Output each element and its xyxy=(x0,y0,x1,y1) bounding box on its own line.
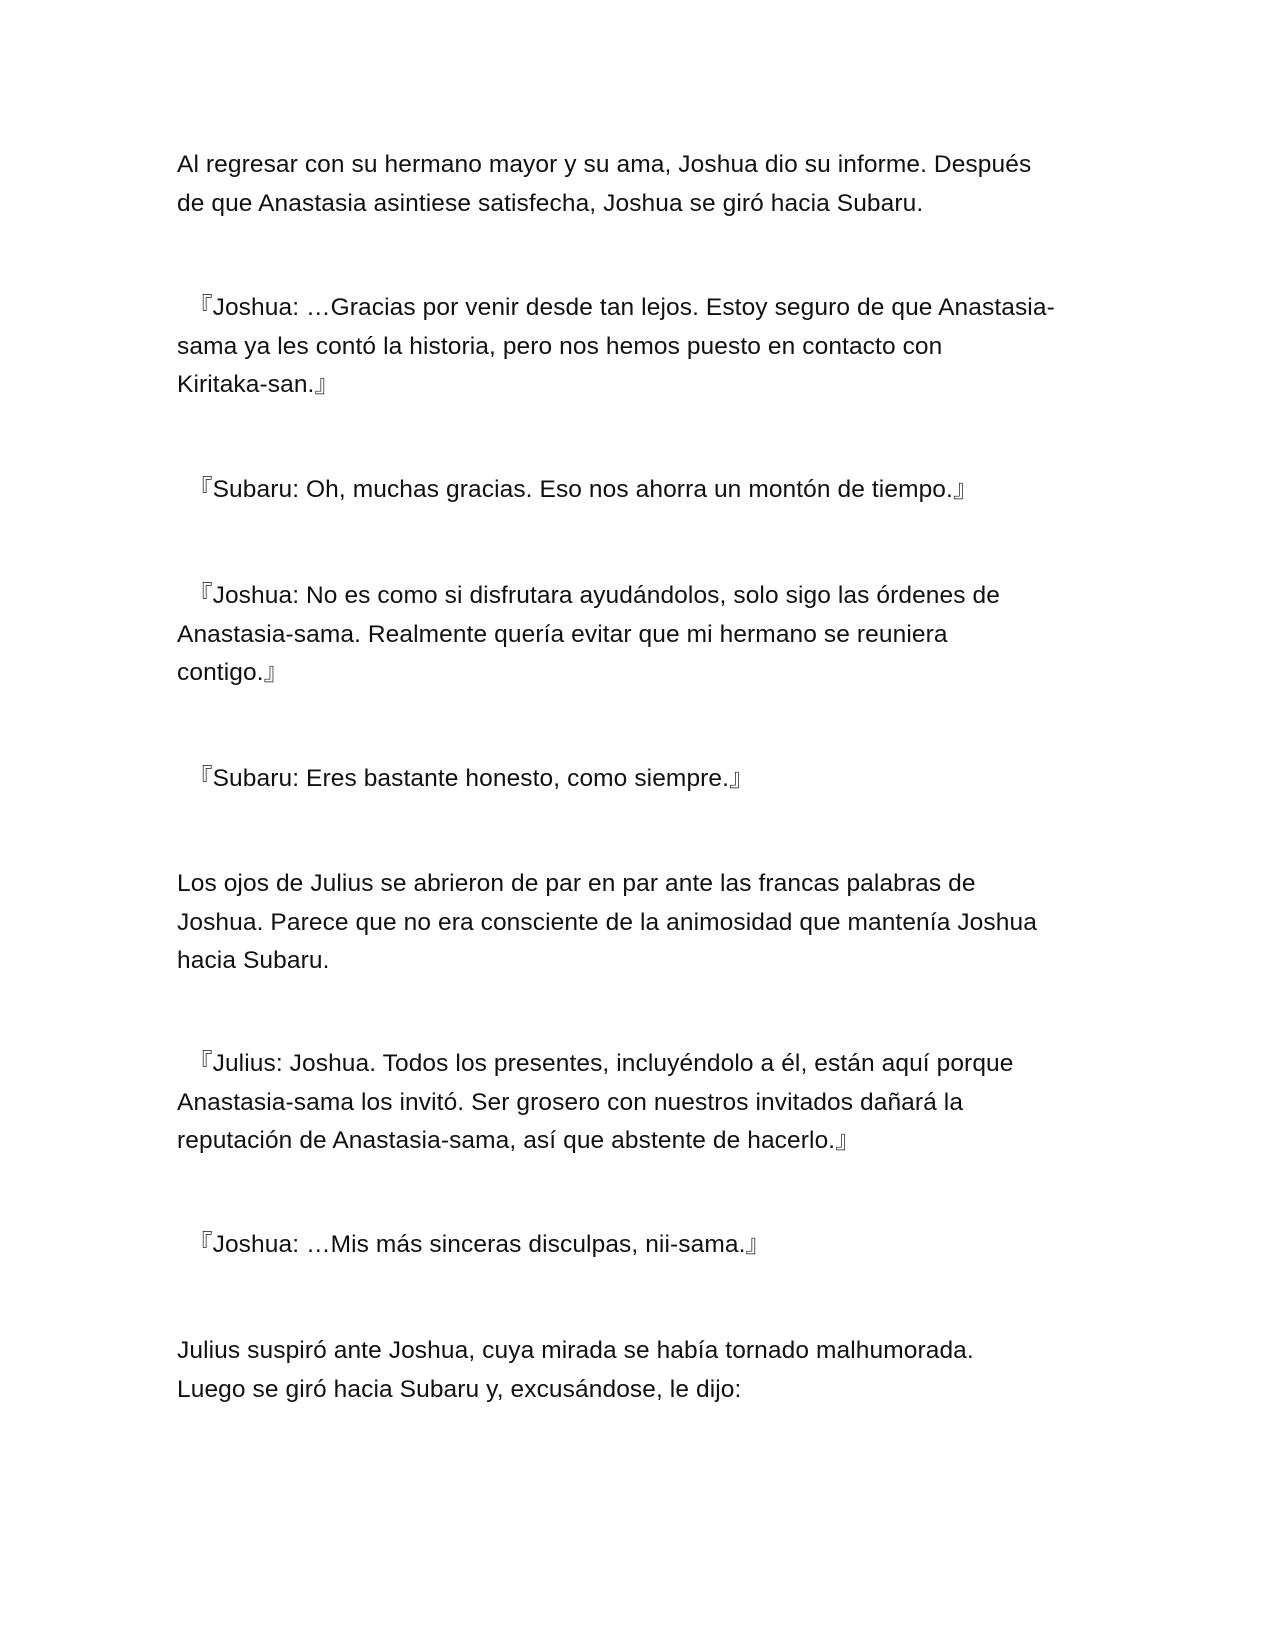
text-line: Julius suspiró ante Joshua, cuya mirada se había tornado malhumorada. xyxy=(177,1337,974,1364)
text-line: Anastasia-sama los invitó. Ser grosero con nuestros invitados dañará la xyxy=(177,1088,964,1116)
dialogue-paragraph xyxy=(177,577,1107,693)
text-line: Joshua. Parece que no era consciente de la animosidad que mantenía Joshua xyxy=(177,908,1037,936)
dialogue-paragraph xyxy=(177,1045,1107,1161)
text-line: 『Subaru: Oh, muchas gracias. Eso nos ahorra un montón de tiempo.』 xyxy=(188,476,978,503)
text-line: 『Joshua: …Mis más sinceras disculpas, nii-sama.』 xyxy=(188,1231,771,1258)
dialogue-paragraph xyxy=(177,1226,1107,1265)
dialogue-paragraph xyxy=(177,760,1107,799)
text-line: Kiritaka-san.』 xyxy=(177,371,340,398)
text-line: Al regresar con su hermano mayor y su ama, Joshua dio su informe. Después xyxy=(177,151,1032,178)
text-line: 『Subaru: Eres bastante honesto, como siempre.』 xyxy=(188,765,754,792)
narration-paragraph xyxy=(177,1332,1107,1409)
dialogue-paragraph xyxy=(177,289,1107,405)
narration-paragraph xyxy=(177,865,1107,981)
text-line: Los ojos de Julius se abrieron de par en par ante las francas palabras de xyxy=(177,870,976,897)
text-line: Anastasia-sama. Realmente quería evitar que mi hermano se reuniera xyxy=(177,620,948,648)
text-line: 『Julius: Joshua. Todos los presentes, incluyéndolo a él, están aquí porque xyxy=(188,1050,1014,1077)
narration-paragraph xyxy=(177,146,1107,223)
text-line: de que Anastasia asintiese satisfecha, Joshua se giró hacia Subaru. xyxy=(177,189,924,217)
text-line: sama ya les contó la historia, pero nos hemos puesto en contacto con xyxy=(177,332,943,360)
dialogue-paragraph xyxy=(177,471,1107,510)
text-line: contigo.』 xyxy=(177,659,289,686)
text-line: reputación de Anastasia-sama, así que abstente de hacerlo.』 xyxy=(177,1127,860,1154)
text-line: 『Joshua: …Gracias por venir desde tan lejos. Estoy seguro de que Anastasia- xyxy=(188,294,1055,321)
text-line: hacia Subaru. xyxy=(177,947,330,974)
text-line: Luego se giró hacia Subaru y, excusándose, le dijo: xyxy=(177,1375,742,1403)
text-line: 『Joshua: No es como si disfrutara ayudándolos, solo sigo las órdenes de xyxy=(188,582,1000,609)
